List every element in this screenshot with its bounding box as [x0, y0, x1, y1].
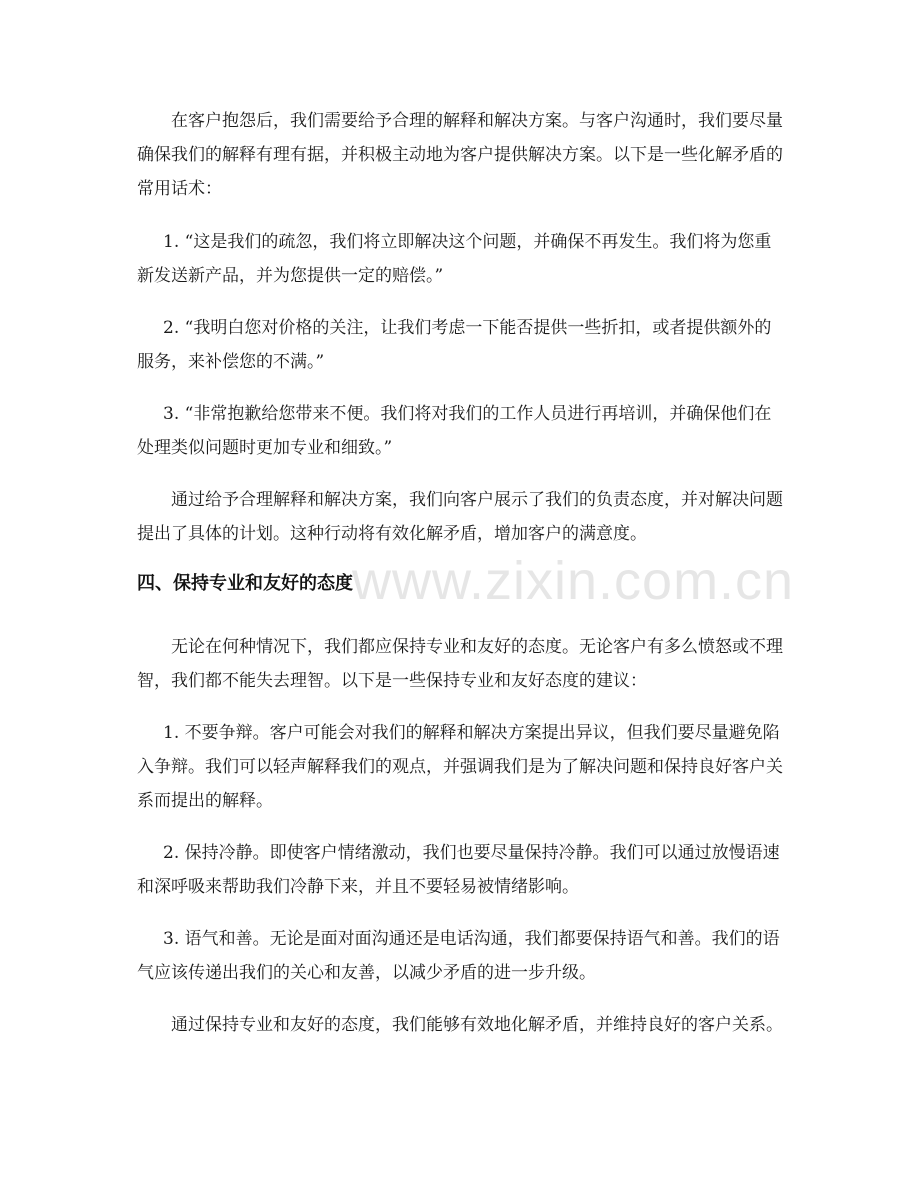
- section3-conclusion-paragraph: 通过给予合理解释和解决方案，我们向客户展示了我们的负责态度，并对解决问题提出了具体的计划。这种行动将有效化解矛盾，增加客户的满意度。: [137, 490, 783, 544]
- section3-list-item-2: 2. “我明白您对价格的关注，让我们考虑一下能否提供一些折扣，或者提供额外的服务，来补偿您的不满。”: [137, 318, 772, 372]
- section3-list-item-1: 1. “这是我们的疏忽，我们将立即解决这个问题，并确保不再发生。我们将为您重新发送新产品，并为您提供一定的赔偿。”: [137, 232, 772, 286]
- section4-list-item-2: 2. 保持冷静。即使客户情绪激动，我们也要尽量保持冷静。我们可以通过放慢语速和深呼吸来帮助我们冷静下来，并且不要轻易被情绪影响。: [137, 843, 780, 897]
- section4-intro-paragraph: 无论在何种情况下，我们都应保持专业和友好的态度。无论客户有多么愤怒或不理智，我们都不能失去理智。以下是一些保持专业和友好态度的建议：: [137, 637, 783, 691]
- section4-list-item-1: 1. 不要争辩。客户可能会对我们的解释和解决方案提出异议，但我们要尽量避免陷入争辩。我们可以轻声解释我们的观点，并强调我们是为了解决问题和保持良好客户关系而提出的解释。: [137, 723, 783, 811]
- section4-conclusion-paragraph: 通过保持专业和友好的态度，我们能够有效地化解矛盾，并维持良好的客户关系。: [171, 1015, 783, 1035]
- section3-intro-paragraph: 在客户抱怨后，我们需要给予合理的解释和解决方案。与客户沟通时，我们要尽量确保我们的解释有理有据，并积极主动地为客户提供解决方案。以下是一些化解矛盾的常用话术：: [137, 111, 783, 199]
- watermark: www.zixin.com.cn: [352, 551, 795, 611]
- section3-list-item-3: 3. “非常抱歉给您带来不便。我们将对我们的工作人员进行再培训，并确保他们在处理类似问题时更加专业和细致。”: [137, 404, 772, 458]
- section4-heading: 四、保持专业和友好的态度: [137, 573, 353, 594]
- section4-list-item-3: 3. 语气和善。无论是面对面沟通还是电话沟通，我们都要保持语气和善。我们的语气应该传递出我们的关心和友善，以减少矛盾的进一步升级。: [137, 929, 780, 983]
